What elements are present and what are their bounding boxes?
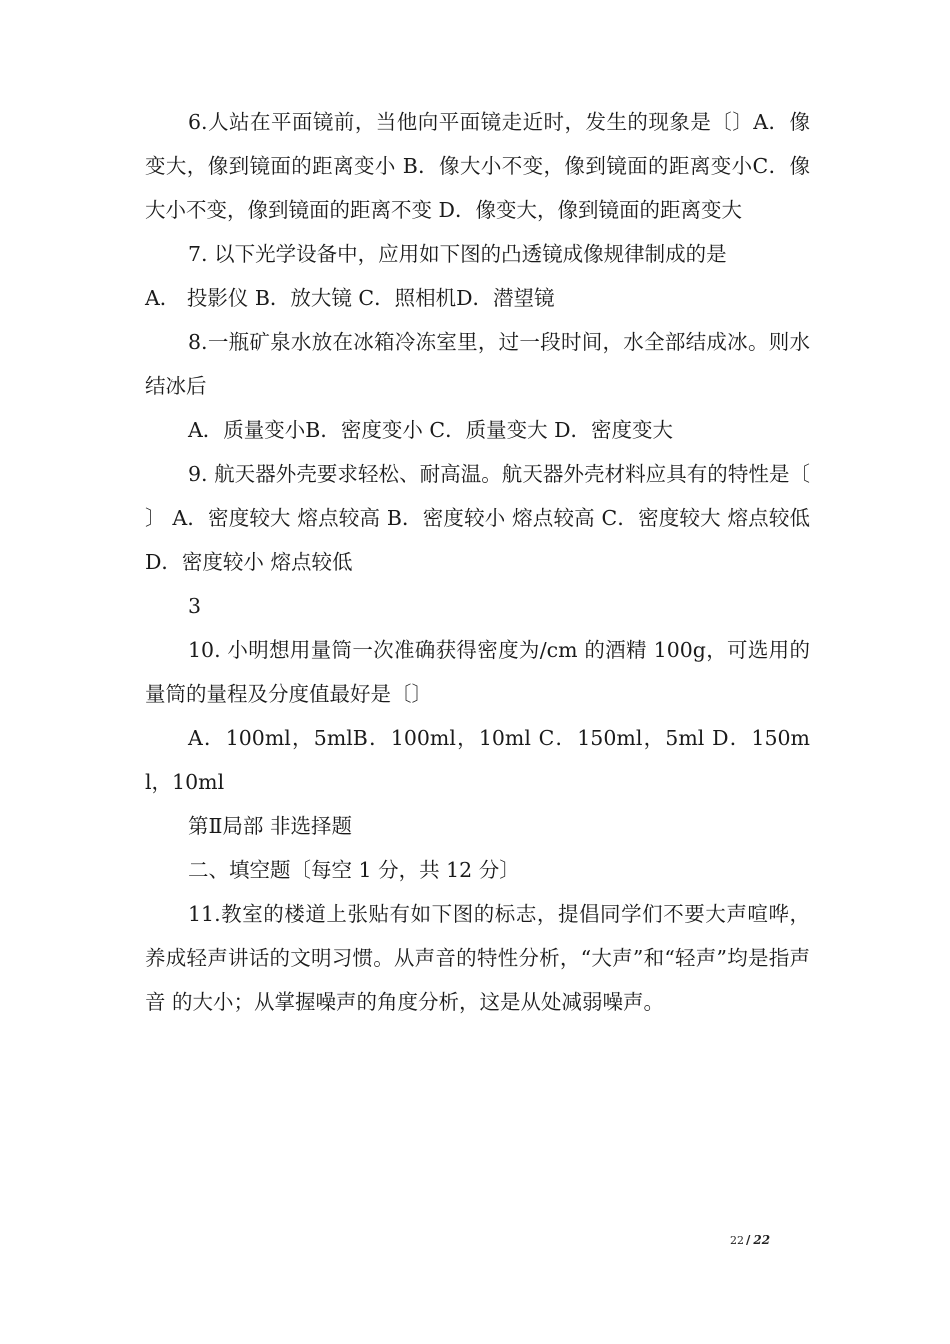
question-10: 10. 小明想用量筒一次准确获得密度为/cm 的酒精 100g，可选用的量筒的量程及分度值最好是〔〕 <box>145 638 810 706</box>
total-pages-number: 22 <box>753 1233 771 1247</box>
page-separator: / <box>746 1233 751 1247</box>
document-body <box>145 100 810 1024</box>
question-11: 11.教室的楼道上张贴有如下图的标志，提倡同学们不要大声喧哗，养成轻声讲话的文明习惯。从声音的特性分析，“大声”和“轻声”均是指声音 的大小；从掌握噪声的角度分析，这是从处减弱噪声。 <box>145 902 810 1014</box>
question-6: 6.人站在平面镜前，当他向平面镜走近时，发生的现象是〔〕A．像变大，像到镜面的距离变小 B．像大小不变，像到镜面的距离变小C．像大小不变，像到镜面的距离不变 D．像变大，像到镜面的距离变大 <box>145 110 810 222</box>
question-10-options: A．100ml，5mlB．100ml，10ml C．150ml，5ml D．150ml，10ml <box>145 726 810 794</box>
page-number <box>730 1233 770 1247</box>
question-8: 8.一瓶矿泉水放在冰箱冷冻室里，过一段时间，水全部结成冰。则水结冰后 <box>145 330 810 398</box>
question-7-options: A． 投影仪 B．放大镜 C．照相机D．潜望镜 <box>145 286 555 310</box>
current-page-number: 22 <box>730 1234 744 1247</box>
question-7: 7. 以下光学设备中，应用如下图的凸透镜成像规律制成的是 <box>188 242 727 266</box>
section-heading: 第Ⅱ局部 非选择题 <box>188 814 352 838</box>
question-8-options: A．质量变小B．密度变小 C．质量变大 D．密度变大 <box>188 418 674 442</box>
stray-number: 3 <box>188 594 202 618</box>
question-9: 9. 航天器外壳要求轻松、耐高温。航天器外壳材料应具有的特性是〔 〕 A．密度较大 熔点较高 B．密度较小 熔点较高 C．密度较大 熔点较低 D．密度较小 熔点较低 <box>145 462 810 574</box>
fill-in-heading: 二、填空题〔每空 1 分，共 12 分〕 <box>188 858 520 882</box>
